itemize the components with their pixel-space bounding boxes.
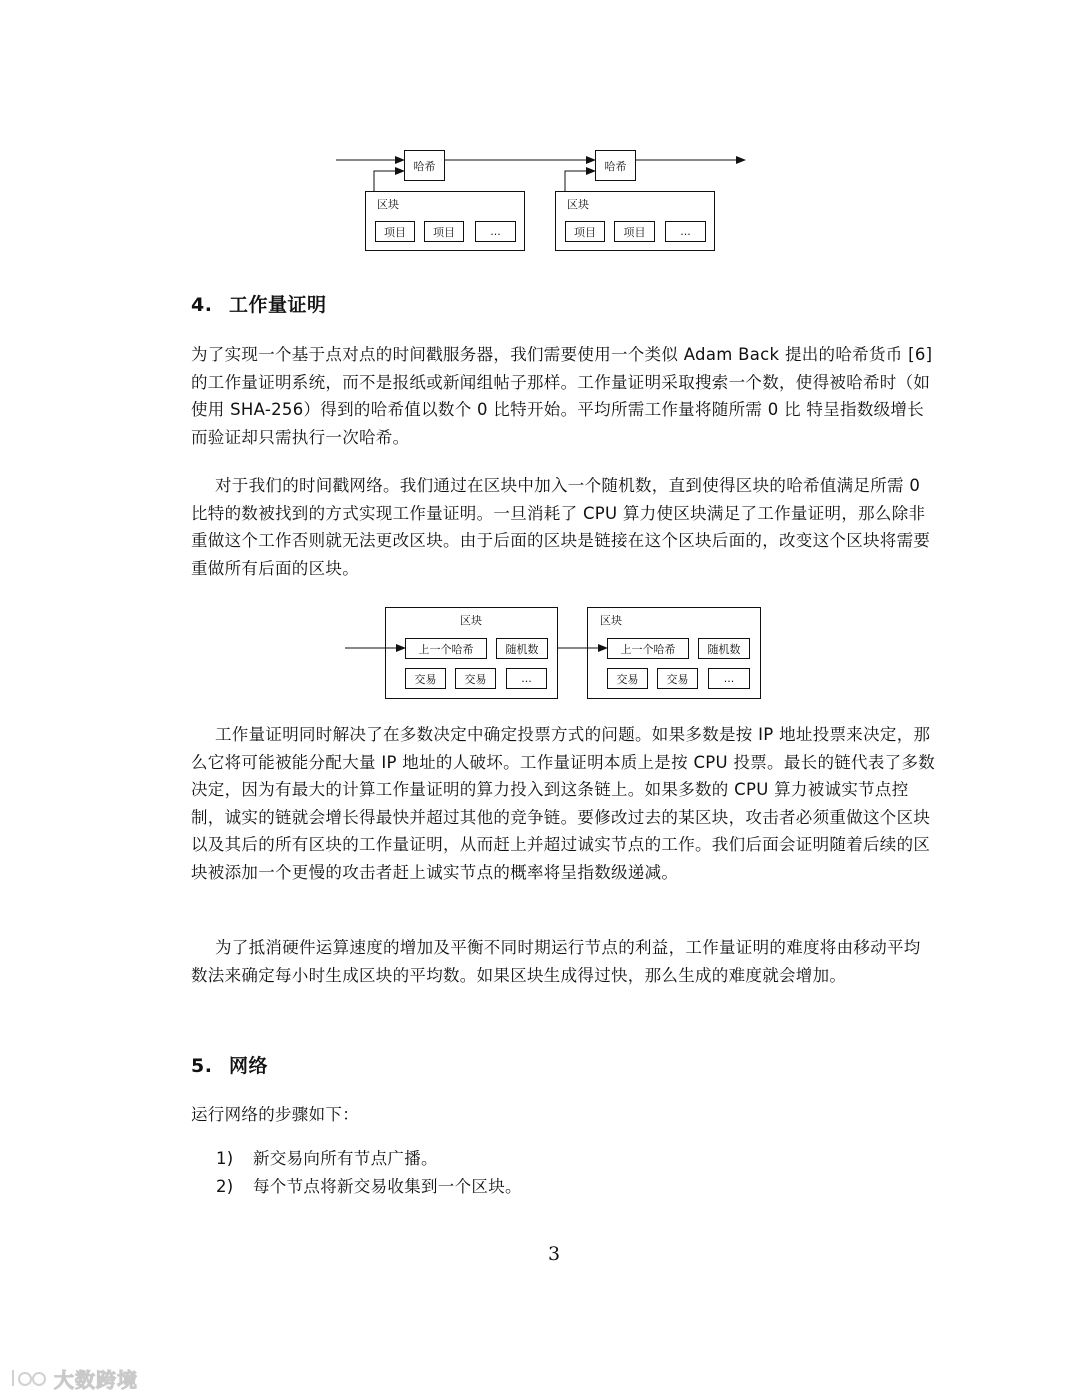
pow-block-diagram: [0, 600, 1080, 705]
block-label-1: 区块: [377, 198, 399, 211]
hash-label-2: 哈希: [604, 160, 627, 173]
nonce-label: 随机数: [505, 643, 539, 656]
section-heading-5: [191, 1051, 268, 1078]
paragraph-pow-intro: 为了实现一个基于点对点的时间戳服务器，我们需要使用一个类似 Adam Back 提出的哈希货币 [6] 的工作量证明系统，而不是报纸或新闻组帖子那样。工作量证明采取搜索一个数，使得被哈希时（如使用 SHA-256）得到的哈希值以数个 0 比特开始。平均所需工作量将随所需 0 比 特呈指数级增长而验证却只需执行一次哈希。: [191, 345, 933, 447]
section-heading-4: [191, 290, 327, 317]
paragraph-pow-difficulty: 为了抵消硬件运算速度的增加及平衡不同时期运行节点的利益，工作量证明的难度将由移动平均数法来确定每小时生成区块的平均数。如果区块生成得过快，那么生成的难度就会增加。: [191, 938, 921, 985]
list-item: [216, 1173, 522, 1197]
block-label-2: 区块: [567, 198, 589, 211]
section-number: 5.: [191, 1055, 213, 1077]
item-label: 项目: [574, 226, 596, 239]
item-label: 项目: [433, 226, 455, 239]
tx-ellipsis: ...: [521, 672, 532, 685]
watermark-text: 大数跨境: [54, 1367, 138, 1392]
network-intro: 运行网络的步骤如下：: [191, 1105, 359, 1124]
tx-label: 交易: [414, 673, 437, 686]
paragraph-pow-network: 对于我们的时间戳网络。我们通过在区块中加入一个随机数，直到使得区块的哈希值满足所需 0 比特的数被找到的方式实现工作量证明。一旦消耗了 CPU 算力使区块满足了工作量证明，那么除非重做这个工作否则就无法更改区块。由于后面的区块是链接在这个区块后面的，改变这个区块将需要重做所有后面的区块。: [191, 476, 931, 578]
prev-hash-label: 上一个哈希: [418, 643, 474, 656]
ico-logo-icon: [10, 1366, 50, 1390]
section-title: 网络: [229, 1055, 269, 1077]
block-to-hash-1: [374, 171, 404, 191]
watermark: [10, 1364, 138, 1392]
list-text: 每个节点将新交易收集到一个区块。: [253, 1177, 522, 1196]
tx-label: 交易: [616, 673, 639, 686]
item-ellipsis: ...: [490, 225, 501, 238]
block-label-1: 区块: [460, 614, 482, 627]
tx-label: 交易: [666, 673, 689, 686]
page-number: 3: [547, 1243, 561, 1265]
list-number: 1): [216, 1149, 234, 1168]
item-label: 项目: [384, 226, 406, 239]
tx-ellipsis: ...: [723, 672, 735, 685]
list-item: [216, 1145, 438, 1169]
list-number: 2): [216, 1177, 234, 1196]
section-title: 工作量证明: [229, 294, 327, 316]
item-ellipsis: ...: [680, 225, 691, 238]
block-label-2: 区块: [600, 614, 622, 627]
item-label: 项目: [623, 226, 646, 239]
prev-hash-label: 上一个哈希: [620, 643, 676, 656]
paragraph-pow-majority: 工作量证明同时解决了在多数决定中确定投票方式的问题。如果多数是按 IP 地址投票来决定，那么它将可能被能分配大量 IP 地址的人破坏。工作量证明本质上是按 CPU 投票。最长的链代表了多数决定，因为有最大的计算工作量证明的算力投入到这条链上。如果多数的 CPU 算力被诚实节点控制，诚实的链就会增长得最快并超过其他的竞争链。要修改过去的某区块，攻击者必须重做这个区块以及其后的所有区块的工作量证明，从而赶上并超过诚实节点的工作。我们后面会证明随着后续的区块被添加一个更慢的攻击者赶上诚实节点的概率将呈指数级递减。: [191, 725, 936, 882]
timestamp-chain-diagram: [0, 0, 1080, 270]
tx-label: 交易: [464, 673, 487, 686]
section-number: 4.: [191, 294, 213, 316]
nonce-label: 随机数: [707, 643, 741, 656]
list-text: 新交易向所有节点广播。: [253, 1149, 438, 1168]
hash-label-1: 哈希: [413, 160, 436, 173]
block-to-hash-2: [565, 171, 595, 191]
